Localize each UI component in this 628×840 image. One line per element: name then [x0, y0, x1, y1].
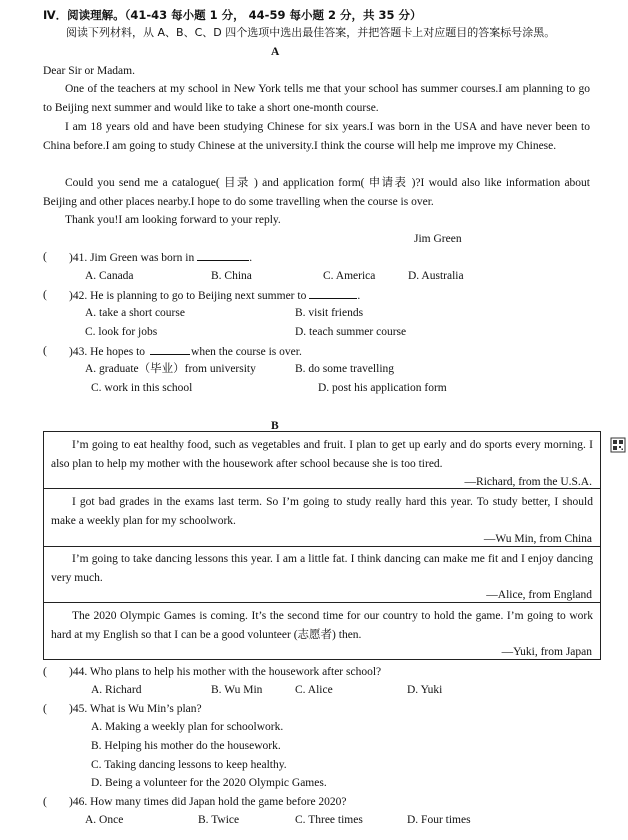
- option: B. China: [211, 270, 252, 282]
- option: C. Alice: [295, 684, 333, 696]
- letter-paragraph-2: I am 18 years old and have been studying Chinese for six years.I was born in the USA and have never been to China before.I am going to study Chinese at the university.I think the course will help me improve my Chinese.: [43, 121, 590, 152]
- question-stem: )43. He hopes to: [69, 346, 146, 358]
- option: D. teach summer course: [295, 326, 407, 338]
- entry-text: The 2020 Olympic Games is coming. It’s the second time for our country to hold the game. I’m going to work hard at my English so that I can be a good volunteer (志愿者) then.: [51, 610, 593, 641]
- answer-blank: [150, 344, 190, 355]
- question-41: [69, 250, 252, 265]
- entry-text: I got bad grades in the exams last term. So I’m going to study really hard this year. To study better, I should make a weekly plan for my schoolwork.: [51, 496, 593, 527]
- answer-paren: (: [43, 703, 47, 715]
- entry-signature: —Alice, from England: [486, 589, 592, 601]
- option: C. Three times: [295, 814, 363, 826]
- answer-paren: (: [43, 345, 47, 357]
- option: D. Being a volunteer for the 2020 Olympic Games.: [91, 777, 327, 789]
- passage-b-entry: [43, 603, 601, 660]
- letter-greeting: Dear Sir or Madam.: [43, 65, 135, 77]
- passage-b-entry: [43, 489, 601, 547]
- option: B. visit friends: [295, 307, 364, 319]
- passage-b-label: B: [271, 420, 279, 432]
- entry-text: I’m going to take dancing lessons this year. I am a little fat. I think dancing can make me fit and I enjoy dancing very much.: [51, 553, 593, 584]
- option: C. Taking dancing lessons to keep healthy.: [91, 759, 287, 771]
- option: C. look for jobs: [85, 326, 158, 338]
- option: B. Helping his mother do the housework.: [91, 740, 281, 752]
- question-stem: )42. He is planning to go to Beijing next summer to: [69, 290, 307, 302]
- answer-blank: [309, 288, 357, 299]
- answer-blank: [197, 250, 249, 261]
- answer-paren: (: [43, 289, 47, 301]
- qr-code-icon[interactable]: [610, 437, 626, 453]
- entry-signature: —Wu Min, from China: [483, 533, 592, 545]
- option: D. Australia: [408, 270, 464, 282]
- option: C. work in this school: [91, 382, 193, 394]
- question-44: )44. Who plans to help his mother with the housework after school?: [69, 666, 382, 678]
- option: D. Four times: [407, 814, 471, 826]
- question-45: )45. What is Wu Min’s plan?: [69, 703, 202, 715]
- letter-paragraph-3: Could you send me a catalogue( 目录 ) and application form( 申请表 )?I would also like information about Beijing and other places nearby.I hope to do some travelling when the course is over.: [43, 177, 590, 208]
- passage-b-entry: [43, 547, 601, 603]
- letter-paragraph-1: One of the teachers at my school in New York tells me that your school has summer courses.I am planning to go to Beijing next summer and would like to take a short one-month course.: [43, 83, 590, 114]
- option: B. Wu Min: [211, 684, 263, 696]
- option: A. Richard: [91, 684, 142, 696]
- passage-a-label: A: [271, 46, 280, 58]
- question-42: [69, 288, 360, 303]
- question-stem-end: .: [249, 252, 253, 264]
- option: D. post his application form: [318, 382, 447, 394]
- letter-signature: Jim Green: [414, 233, 462, 245]
- option: A. take a short course: [85, 307, 185, 319]
- option: A. Making a weekly plan for schoolwork.: [91, 721, 284, 733]
- answer-paren: (: [43, 796, 47, 808]
- question-stem-end: when the course is over.: [191, 346, 302, 358]
- option: D. Yuki: [407, 684, 443, 696]
- option: A. graduate（毕业）from university: [85, 363, 256, 375]
- entry-signature: —Yuki, from Japan: [501, 646, 592, 658]
- question-43: [69, 344, 302, 359]
- entry-text: I’m going to eat healthy food, such as vegetables and fruit. I plan to get up early and do sports every morning. I also plan to help my mother with the housework after school because she is too tired.: [51, 439, 593, 470]
- question-46: )46. How many times did Japan hold the game before 2020?: [69, 796, 347, 808]
- option: B. do some travelling: [295, 363, 395, 375]
- letter-paragraph-4: Thank you!I am looking forward to your reply.: [65, 214, 281, 226]
- option: B. Twice: [198, 814, 240, 826]
- passage-b-entry: [43, 431, 601, 489]
- question-stem: )41. Jim Green was born in: [69, 252, 195, 264]
- answer-paren: (: [43, 666, 47, 678]
- option: A. Canada: [85, 270, 134, 282]
- question-stem-end: .: [357, 290, 361, 302]
- option: C. America: [323, 270, 376, 282]
- entry-signature: —Richard, from the U.S.A.: [464, 476, 592, 488]
- answer-paren: (: [43, 251, 47, 263]
- section-instruction: 阅读下列材料，从 A、B、C、D 四个选项中选出最佳答案，并把答题卡上对应题目的答案标号涂黑。: [66, 26, 556, 39]
- option: A. Once: [85, 814, 124, 826]
- section-title: Ⅳ．阅读理解。（41-43 每小题 1 分， 44-59 每小题 2 分，共 35 分）: [43, 8, 422, 22]
